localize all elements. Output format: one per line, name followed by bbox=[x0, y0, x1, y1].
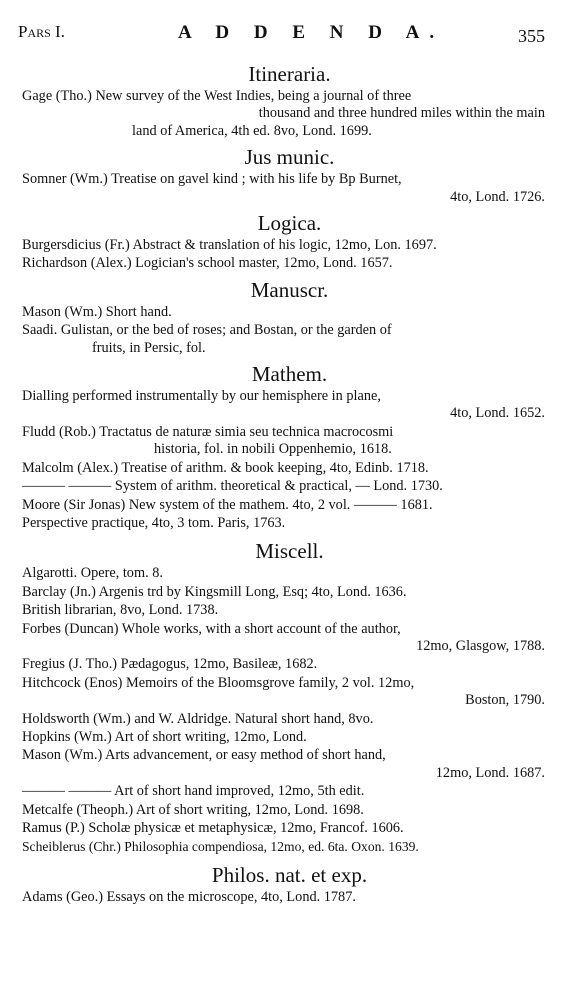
entry-line: Adams (Geo.) Essays on the microscope, 4to, Lond. 1787. bbox=[22, 888, 356, 905]
part-label: Pars I. bbox=[18, 22, 65, 41]
entry-line: Mason (Wm.) Short hand. bbox=[22, 303, 172, 320]
entry bbox=[22, 565, 553, 582]
entry-line: Boston, 1790. bbox=[465, 692, 545, 709]
entry-line: Algarotti. Opere, tom. 8. bbox=[22, 565, 163, 582]
entry-line: Fregius (J. Tho.) Pædagogus, 12mo, Basileæ, 1682. bbox=[22, 656, 318, 673]
entry-line: Mason (Wm.) Arts advancement, or easy method of short hand, bbox=[22, 747, 386, 764]
entry bbox=[22, 584, 553, 601]
entry bbox=[22, 675, 553, 710]
entry-line: Ramus (P.) Scholæ physicæ et metaphysicæ, 12mo, Francof. 1606. bbox=[22, 820, 404, 836]
entry bbox=[22, 322, 553, 357]
entry bbox=[22, 802, 553, 819]
entry-line: Holdsworth (Wm.) and W. Aldridge. Natural short hand, 8vo. bbox=[22, 710, 374, 727]
page-header bbox=[18, 22, 545, 52]
section-title-logica: Logica. bbox=[257, 211, 322, 236]
entry-line: historia, fol. in nobili Oppenhemio, 1618. bbox=[154, 441, 392, 458]
entry-line: fruits, in Persic, fol. bbox=[92, 339, 206, 356]
entry-line: Barclay (Jn.) Argenis trd by Kingsmill Long, Esq; 4to, Lond. 1636. bbox=[22, 583, 407, 600]
entry-line: Richardson (Alex.) Logician's school master, 12mo, Lond. 1657. bbox=[22, 255, 393, 272]
entry-line: Perspective practique, 4to, 3 tom. Paris, 1763. bbox=[22, 514, 286, 531]
entry bbox=[22, 656, 553, 673]
entry-line: 4to, Lond. 1652. bbox=[450, 405, 545, 422]
section-title-mathem: Mathem. bbox=[251, 362, 328, 387]
entry-line: ——— ——— System of arithm. theoretical & practical, — Lond. 1730. bbox=[22, 478, 443, 495]
entry bbox=[22, 747, 553, 782]
entry-line: British librarian, 8vo, Lond. 1738. bbox=[22, 602, 219, 619]
running-title: A D D E N D A. bbox=[178, 22, 445, 43]
entry bbox=[22, 388, 553, 423]
page-content bbox=[0, 62, 567, 907]
entry-line: Fludd (Rob.) Tractatus de naturæ simia seu technica macrocosmi bbox=[22, 423, 394, 440]
entry-line: Forbes (Duncan) Whole works, with a short account of the author, bbox=[22, 620, 401, 637]
entry-line: Hopkins (Wm.) Art of short writing, 12mo, Lond. bbox=[22, 728, 307, 745]
page-number: 355 bbox=[518, 26, 545, 46]
entry bbox=[22, 621, 553, 656]
entry bbox=[22, 783, 553, 800]
entry-line: Gage (Tho.) New survey of the West Indies, being a journal of three bbox=[22, 88, 412, 104]
entry-line: 12mo, Lond. 1687. bbox=[435, 764, 545, 781]
entry bbox=[22, 838, 553, 855]
entry bbox=[22, 729, 553, 746]
section-title-itineraria: Itineraria. bbox=[248, 62, 331, 86]
entry bbox=[22, 255, 553, 272]
section-title-jus-munic: Jus munic. bbox=[244, 145, 335, 170]
entry-line: 4to, Lond. 1726. bbox=[450, 188, 545, 205]
entry bbox=[22, 711, 553, 728]
entry bbox=[22, 889, 553, 906]
entry-line: Saadi. Gulistan, or the bed of roses; and Bostan, or the garden of bbox=[22, 322, 392, 339]
entry-line: Burgersdicius (Fr.) Abstract & translation of his logic, 12mo, Lon. 1697. bbox=[22, 237, 437, 254]
entry-line: 12mo, Glasgow, 1788. bbox=[416, 637, 545, 654]
entry-line: Moore (Sir Jonas) New system of the mathem. 4to, 2 vol. ——— 1681. bbox=[22, 496, 433, 513]
section-title-philos: Philos. nat. et exp. bbox=[211, 862, 368, 887]
entry-line: Malcolm (Alex.) Treatise of arithm. & book keeping, 4to, Edinb. 1718. bbox=[22, 459, 429, 476]
entry-line: Dialling performed instrumentally by our hemisphere in plane, bbox=[22, 388, 381, 405]
entry-line: land of America, 4th ed. 8vo, Lond. 1699. bbox=[132, 122, 372, 139]
entry bbox=[22, 602, 553, 619]
entry-line: ——— ——— Art of short hand improved, 12mo, 5th edit. bbox=[22, 783, 365, 800]
section-title-manuscr: Manuscr. bbox=[250, 277, 329, 302]
entry bbox=[22, 460, 553, 477]
entry bbox=[22, 171, 553, 206]
entry-line: Somner (Wm.) Treatise on gavel kind ; with his life by Bp Burnet, bbox=[22, 171, 402, 188]
entry bbox=[22, 515, 553, 532]
entry-line: Metcalfe (Theoph.) Art of short writing, 12mo, Lond. 1698. bbox=[22, 801, 364, 818]
entry-line: Scheiblerus (Chr.) Philosophia compendiosa, 12mo, ed. 6ta. Oxon. 1639. bbox=[22, 839, 419, 855]
entry bbox=[22, 88, 553, 140]
entry bbox=[22, 478, 553, 495]
entry bbox=[22, 820, 553, 837]
entry-line: thousand and three hundred miles within the main bbox=[258, 105, 545, 122]
entry bbox=[22, 424, 553, 459]
entry-line: Hitchcock (Enos) Memoirs of the Bloomsgrove family, 2 vol. 12mo, bbox=[22, 674, 415, 691]
entry bbox=[22, 237, 553, 254]
entry bbox=[22, 497, 553, 514]
entry bbox=[22, 304, 553, 321]
section-title-miscell: Miscell. bbox=[255, 539, 324, 564]
